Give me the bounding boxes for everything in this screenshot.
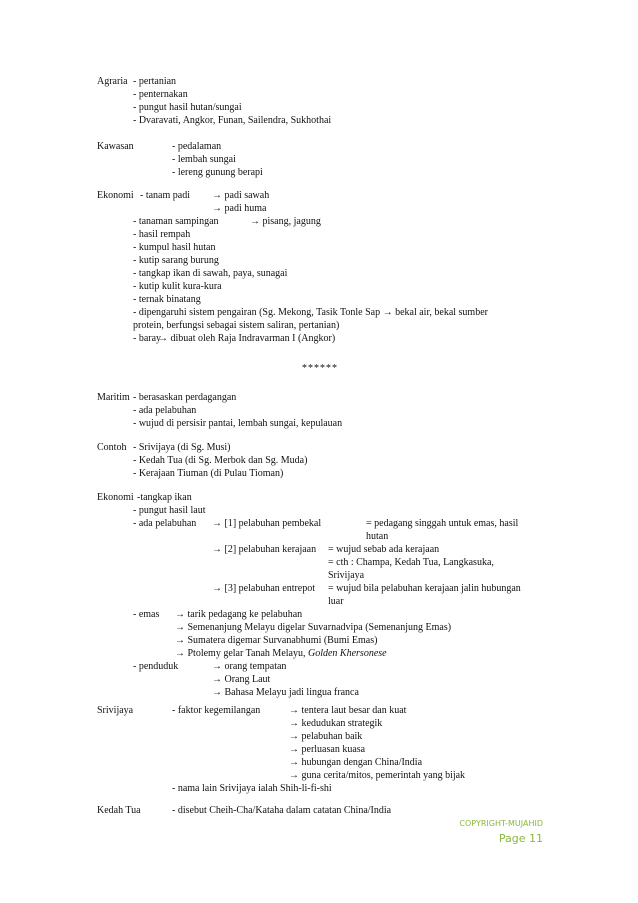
agraria-item: - pungut hasil hutan/sungai (133, 102, 242, 113)
ekonomi2-pelabuhan-label: - ada pelabuhan (133, 518, 197, 529)
ekonomi2-pelabuhan-2: → [2] pelabuhan kerajaan (212, 544, 317, 555)
ekonomi1-item: - kutip sarang burung (133, 255, 219, 266)
contoh-label: Contoh (97, 442, 127, 453)
srivijaya-faktor-item: → hubungan dengan China/India (289, 757, 423, 768)
ekonomi2-pelabuhan-3: → [3] pelabuhan entrepot (212, 583, 316, 594)
ekonomi1-baray-value: → dibuat oleh Raja Indravarman I (Angkor) (158, 333, 336, 344)
srivijaya-faktor-item: → guna cerita/mitos, pemerintah yang bijak (289, 770, 466, 781)
ekonomi1-sampingan-label: - tanaman sampingan (133, 216, 219, 227)
contoh-item: - Srivijaya (di Sg. Musi) (133, 442, 231, 453)
ekonomi2-pelabuhan-1-desc: = pedagang singgah untuk emas, hasil (366, 518, 519, 529)
section-separator: ****** (302, 363, 338, 374)
page-number: Page 11 (498, 832, 543, 845)
ekonomi1-baray-label: - baray (133, 333, 162, 344)
ekonomi2-pelabuhan-2-desc: = cth : Champa, Kedah Tua, Langkasuka, (328, 557, 494, 568)
srivijaya-faktor-label: - faktor kegemilangan (172, 705, 261, 716)
ekonomi1-padi-a: → padi sawah (212, 190, 270, 201)
ekonomi2-pelabuhan-1-desc: hutan (366, 531, 389, 542)
ekonomi2-pelabuhan-2-desc: Srivijaya (328, 570, 365, 581)
kawasan-item: - lereng gunung berapi (172, 167, 263, 178)
kedah-tua-text: - disebut Cheih-Cha/Kataha dalam catatan China/India (172, 805, 392, 816)
ekonomi2-pelabuhan-1: → [1] pelabuhan pembekal (212, 518, 322, 529)
ekonomi1-label: Ekonomi (97, 190, 134, 201)
ekonomi1-item: - ternak binatang (133, 294, 201, 305)
contoh-item: - Kerajaan Tiuman (di Pulau Tioman) (133, 468, 284, 479)
srivijaya-nama-lain: - nama lain Srivijaya ialah Shih-li-fi-shi (172, 783, 332, 794)
agraria-item: - pertanian (133, 76, 177, 87)
ekonomi1-padi-label: - tanam padi (140, 190, 190, 201)
maritim-item: - ada pelabuhan (133, 405, 197, 416)
ekonomi2-ptolemy (175, 648, 387, 660)
ekonomi2-ptolemy-text: → Ptolemy gelar Tanah Melayu, (175, 648, 308, 659)
agraria-item: - penternakan (133, 89, 188, 100)
maritim-label: Maritim (97, 392, 130, 403)
ekonomi2-pelabuhan-3-desc: = wujud bila pelabuhan kerajaan jalin hubungan (328, 583, 521, 594)
maritim-item: - berasaskan perdagangan (133, 392, 237, 403)
ekonomi1-item: - kumpul hasil hutan (133, 242, 216, 253)
kedah-tua-label: Kedah Tua (97, 805, 141, 816)
ekonomi2-laut: - pungut hasil laut (133, 505, 206, 516)
ekonomi2-pelabuhan-3-desc: luar (328, 596, 344, 607)
ekonomi2-first: -tangkap ikan (137, 492, 192, 503)
ekonomi1-pengairan: - dipengaruhi sistem pengairan (Sg. Mekong, Tasik Tonle Sap → bekal air, bekal sumber (133, 307, 488, 318)
ekonomi2-pelabuhan-2-desc: = wujud sebab ada kerajaan (328, 544, 440, 555)
srivijaya-label: Srivijaya (97, 705, 134, 716)
ekonomi2-penduduk-item: → Orang Laut (212, 674, 271, 685)
ekonomi2-label: Ekonomi (97, 492, 134, 503)
srivijaya-faktor-item: → pelabuhan baik (289, 731, 363, 742)
ekonomi1-pengairan: protein, berfungsi sebagai sistem saliran, pertanian) (133, 320, 340, 331)
ekonomi1-item: - kutip kulit kura-kura (133, 281, 222, 292)
kawasan-item: - lembah sungai (172, 154, 236, 165)
srivijaya-faktor-item: → kedudukan strategik (289, 718, 383, 729)
kawasan-item: - pedalaman (172, 141, 222, 152)
agraria-item: - Dvaravati, Angkor, Funan, Sailendra, Sukhothai (133, 115, 332, 126)
ekonomi1-item: - tangkap ikan di sawah, paya, sunagai (133, 268, 288, 279)
contoh-item: - Kedah Tua (di Sg. Merbok dan Sg. Muda) (133, 455, 308, 466)
ekonomi2-emas-item: → Sumatera digemar Survanabhumi (Bumi Emas) (175, 635, 378, 646)
ekonomi2-penduduk-item: → orang tempatan (212, 661, 287, 672)
ekonomi2-emas-label: - emas (133, 609, 160, 620)
ekonomi1-item: - hasil rempah (133, 229, 191, 240)
ekonomi1-sampingan-value: → pisang, jagung (250, 216, 321, 227)
ekonomi2-penduduk-label: - penduduk (133, 661, 179, 672)
ekonomi2-emas-item: → tarik pedagang ke pelabuhan (175, 609, 303, 620)
copyright-footer: COPYRIGHT-MUJAHID (459, 819, 543, 828)
kawasan-label: Kawasan (97, 141, 134, 152)
ekonomi2-penduduk-item: → Bahasa Melayu jadi lingua franca (212, 687, 359, 698)
maritim-item: - wujud di persisir pantai, lembah sungai, kepulauan (133, 418, 343, 429)
ekonomi2-ptolemy-italic: Golden Khersonese (307, 648, 387, 659)
srivijaya-faktor-item: → tentera laut besar dan kuat (289, 705, 407, 716)
srivijaya-faktor-item: → perluasan kuasa (289, 744, 366, 755)
agraria-label: Agraria (97, 76, 128, 87)
ekonomi1-padi-b: → padi huma (212, 203, 267, 214)
ekonomi2-emas-item: → Semenanjung Melayu digelar Suvarnadvipa (Semenanjung Emas) (175, 622, 452, 633)
